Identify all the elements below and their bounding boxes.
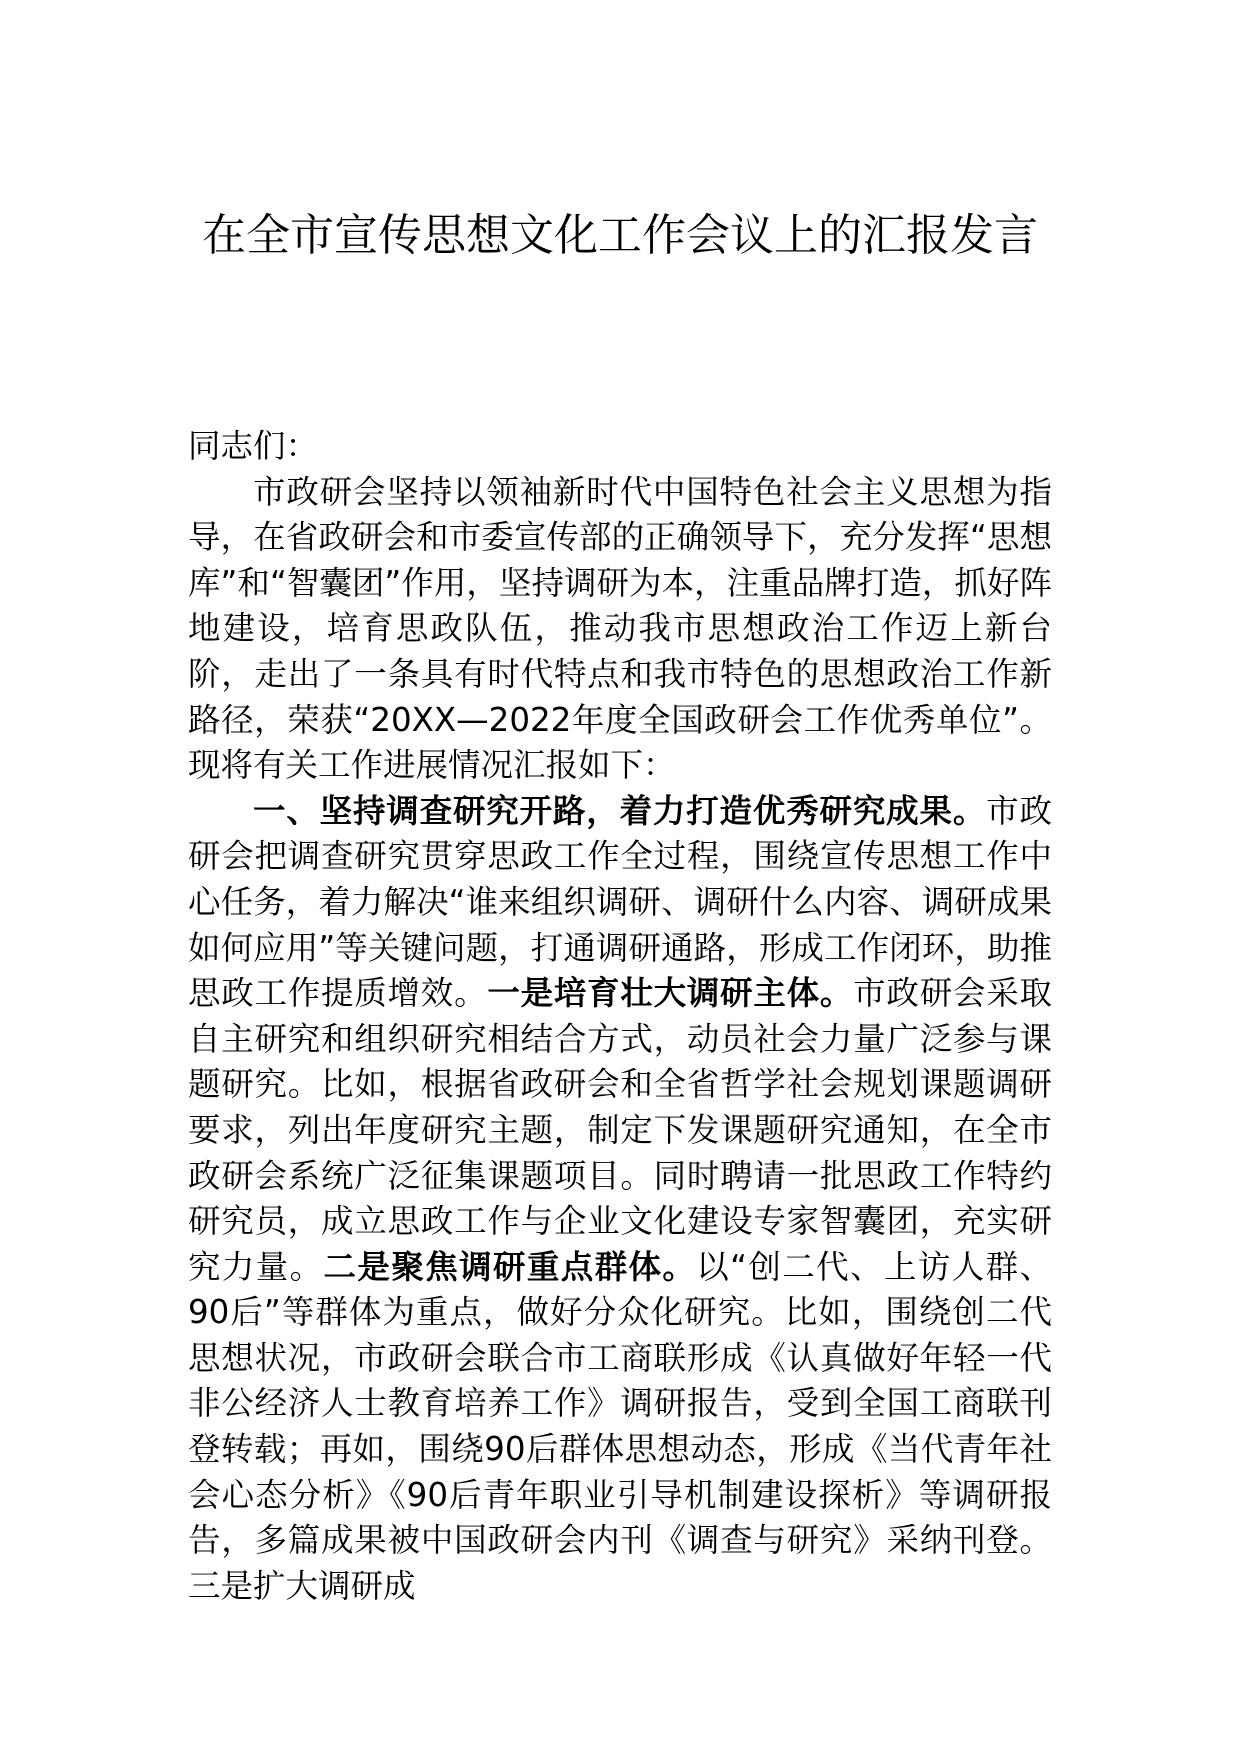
point-1-text: 市政研会采取自主研究和组织研究相结合方式，动员社会力量广泛参与课题研究。比如，根据省政研会和全省哲学社会规划课题调研要求，列出年度研究主题，制定下发课题研究通知，在全市政研会系统广泛征集课题项目。同时聘请一批思政工作特约研究员，成立思政工作与企业文化建设专家智囊团，充实研究力量。 [188,974,1052,1286]
point-2-heading: 二是聚焦调研重点群体。 [323,1247,697,1286]
point-1-heading: 一是培育壮大调研主体。 [487,974,854,1013]
document-title: 在全市宣传思想文化工作会议上的汇报发言 [202,210,1038,261]
section-1-heading: 一、坚持调查研究开路，着力打造优秀研究成果。 [253,791,987,830]
section-1-text: 市政研会把调查研究贯穿思政工作全过程，围绕宣传思想工作中心任务，着力解决“谁来组织调研、调研什么内容、调研成果如何应用”等关键问题，打通调研通路，形成工作闭环，助推思政工作提质增效。 [188,791,1052,1013]
salutation: 同志们： [188,427,319,465]
document-body [188,424,1052,1609]
section-1-paragraph [188,789,1052,1610]
point-2-text: 以“创二代、上访人群、90后”等群体为重点，做好分众化研究。比如，围绕创二代思想状况，市政研会联合市工商联形成《认真做好年轻一代非公经济人士教育培养工作》调研报告，受到全国工商联刊登转载；再如，围绕90后群体思想动态，形成《当代青年社会心态分析》《90后青年职业引导机制建设探析》等调研报告，多篇成果被中国政研会内刊《调查与研究》采纳刊登。三是扩大调研成 [188,1247,1052,1605]
intro-paragraph: 市政研会坚持以领袖新时代中国特色社会主义思想为指导，在省政研会和市委宣传部的正确领导下，充分发挥“思想库”和“智囊团”作用，坚持调研为本，注重品牌打造，抓好阵地建设，培育思政队伍，推动我市思想政治工作迈上新台阶，走出了一条具有时代特点和我市特色的思想政治工作新路径，荣获“20XX—2022年度全国政研会工作优秀单位”。现将有关工作进展情况汇报如下： [188,472,1052,785]
